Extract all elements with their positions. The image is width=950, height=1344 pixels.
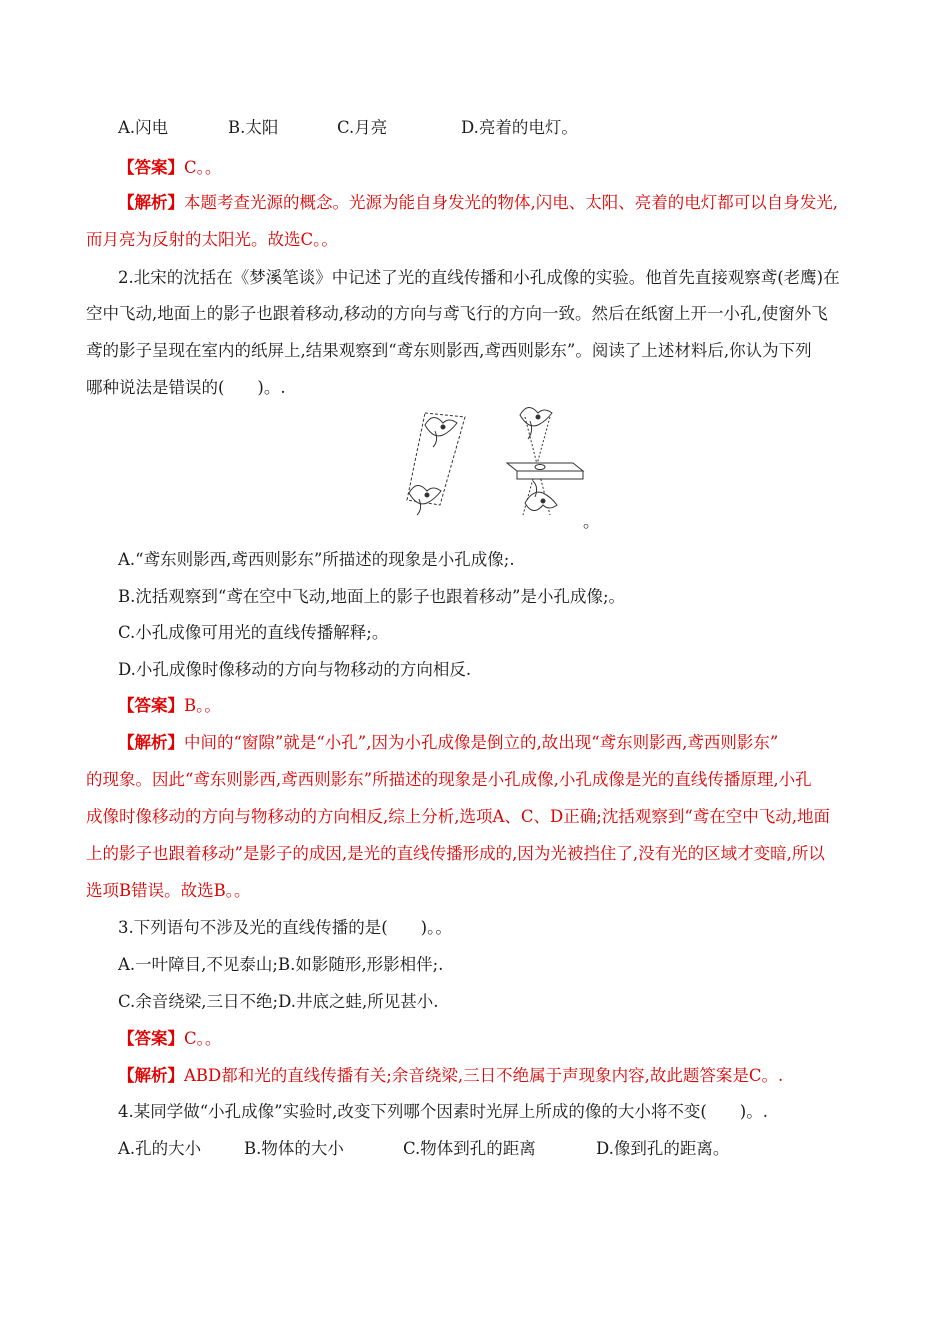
q1-option-b: B.太阳 [228, 118, 279, 137]
answer-tag: 【答案】 [118, 696, 184, 715]
q1-answer: 【答案】C。。 [118, 158, 222, 177]
q3-analysis: 【解析】ABD都和光的直线传播有关;余音绕梁,三日不绝属于声现象内容,故此题答案是C。. [118, 1066, 784, 1085]
q2-option-a: A.“鸢东则影西,鸢西则影东”所描述的现象是小孔成像;. [118, 550, 515, 569]
answer-tag: 【答案】 [118, 1029, 184, 1048]
q2-analysis-line-2: 的现象。因此“鸢东则影西,鸢西则影东”所描述的现象是小孔成像,小孔成像是光的直线传播原理,小孔 [86, 770, 812, 789]
q2-stem-line-4: 哪种说法是错误的( )。. [86, 378, 286, 397]
q2-analysis-line-4: 上的影子也跟着移动”是影子的成因,是光的直线传播形成的,因为光被挡住了,没有光的区域才变暗,所以 [86, 844, 825, 863]
q2-option-b: B.沈括观察到“鸢在空中飞动,地面上的影子也跟着移动”是小孔成像;。 [118, 587, 626, 606]
pinhole-image-diagram [507, 407, 583, 515]
q3-options-line-2: C.余音绕梁,三日不绝;D.井底之蛙,所见甚小. [118, 992, 439, 1011]
q4-option-a: A.孔的大小 [118, 1139, 202, 1158]
q2-stem-line-1: 2.北宋的沈括在《梦溪笔谈》中记述了光的直线传播和小孔成像的实验。他首先直接观察鸢(老鹰)在 [118, 268, 840, 287]
q2-answer: 【答案】B。。 [118, 696, 221, 715]
figure-mark: 。 [583, 512, 600, 531]
q1-analysis-line-1: 【解析】本题考查光源的概念。光源为能自身发光的物体,闪电、太阳、亮着的电灯都可以自身发光, [118, 193, 838, 212]
answer-tag: 【答案】 [118, 158, 184, 177]
q3-answer: 【答案】C。。 [118, 1029, 222, 1048]
q1-option-c: C.月亮 [337, 118, 388, 137]
q4-option-c: C.物体到孔的距离 [403, 1139, 536, 1158]
analysis-tag: 【解析】 [118, 733, 184, 752]
q4-option-d: D.像到孔的距离。 [596, 1139, 730, 1158]
q2-option-c: C.小孔成像可用光的直线传播解释;。 [118, 623, 389, 642]
q4-stem: 4.某同学做“小孔成像”实验时,改变下列哪个因素时光屏上所成的像的大小将不变( )。. [118, 1102, 768, 1121]
q2-analysis-line-5: 选项B错误。故选B。。 [86, 881, 251, 900]
q2-analysis-line-1: 【解析】中间的“窗隙”就是“小孔”,因为小孔成像是倒立的,故出现“鸢东则影西,鸢西则影东” [118, 733, 779, 752]
q3-stem: 3.下列语句不涉及光的直线传播的是( )。。 [118, 918, 452, 937]
analysis-tag: 【解析】 [118, 193, 184, 212]
q1-option-a: A.闪电 [118, 118, 169, 137]
q1-analysis-line-2: 而月亮为反射的太阳光。故选C。。 [86, 230, 338, 249]
q2-option-d: D.小孔成像时像移动的方向与物移动的方向相反. [118, 660, 472, 679]
q4-option-b: B.物体的大小 [244, 1139, 344, 1158]
q3-options-line-1: A.一叶障目,不见泰山;B.如影随形,形影相伴;. [118, 955, 444, 974]
q2-stem-line-3: 鸢的影子呈现在室内的纸屏上,结果观察到“鸢东则影西,鸢西则影东”。阅读了上述材料后,你认为下列 [86, 341, 812, 360]
analysis-tag: 【解析】 [118, 1066, 184, 1085]
q1-option-d: D.亮着的电灯。 [461, 118, 578, 137]
q2-analysis-line-3: 成像时像移动的方向与物移动的方向相反,综上分析,选项A、C、D正确;沈括观察到“鸢在空中飞动,地面 [86, 807, 830, 826]
q2-stem-line-2: 空中飞动,地面上的影子也跟着移动,移动的方向与鸢飞行的方向一致。然后在纸窗上开一小孔,使窗外飞 [86, 304, 828, 323]
pinhole-figure [395, 405, 595, 530]
kite-shadow-diagram [407, 413, 465, 515]
pinhole-diagram [395, 405, 595, 530]
